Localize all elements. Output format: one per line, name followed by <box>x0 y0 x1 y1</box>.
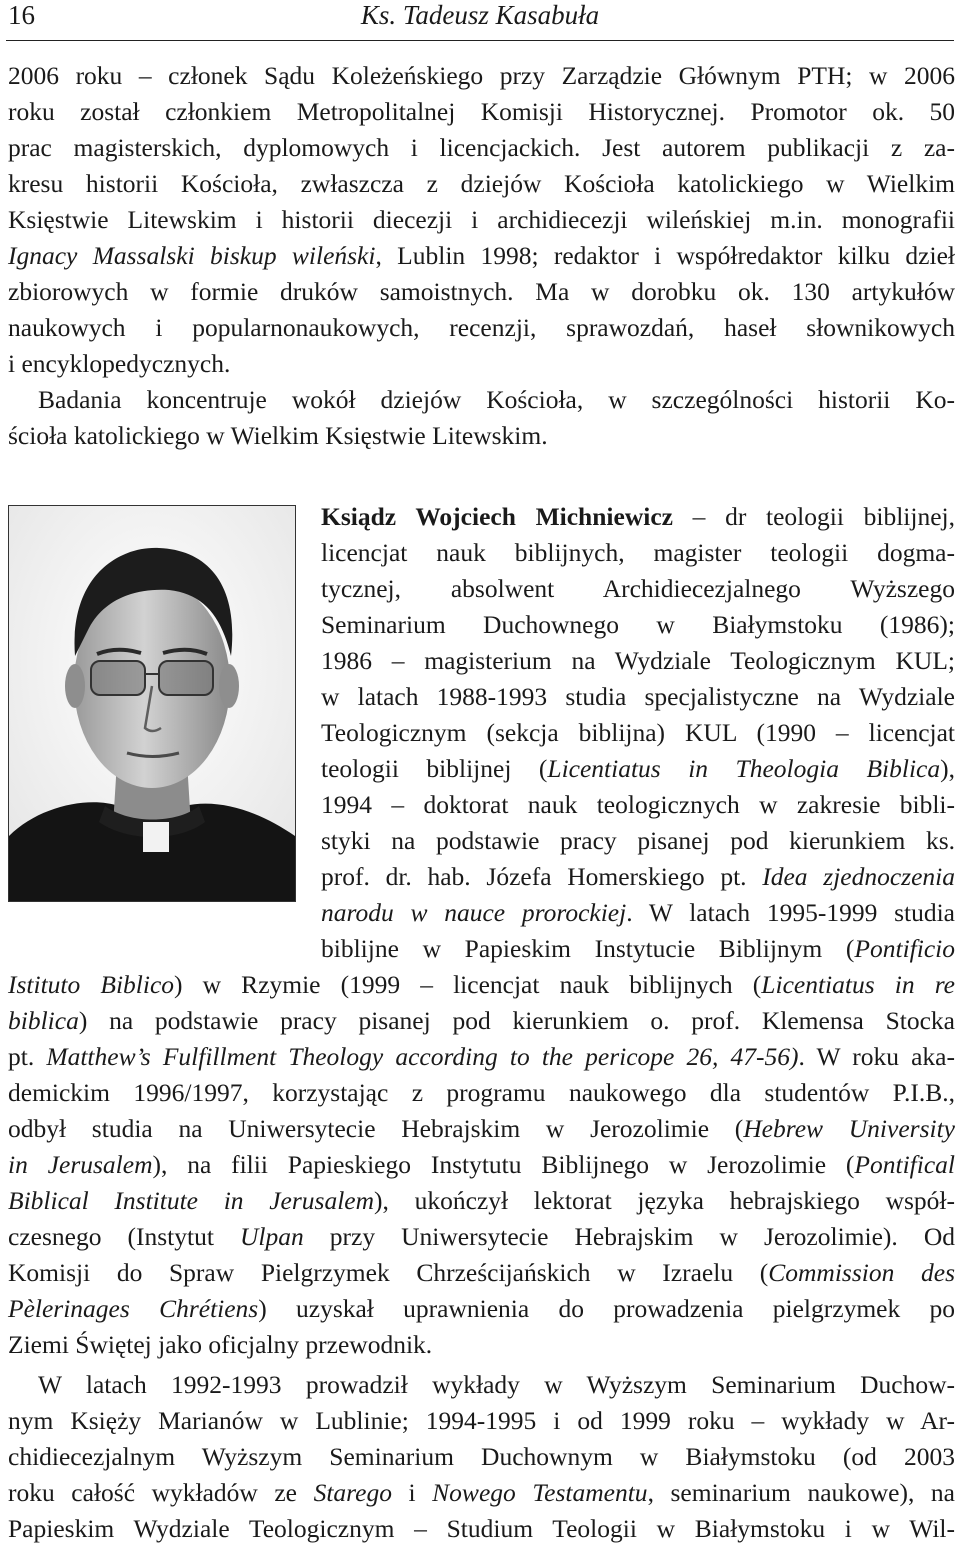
text-line <box>321 823 955 859</box>
text-span: czesnego (Instytut <box>8 1222 240 1251</box>
portrait-photo-icon <box>9 506 295 901</box>
text-span: biblijne w Papieskim Instytucie Biblijnym ( <box>321 934 855 963</box>
text-line <box>8 1003 955 1039</box>
text-span: ), ukończył lektorat języka hebrajskiego współ- <box>374 1186 955 1215</box>
italic-text: Pontifical <box>854 1150 955 1179</box>
text-span: prac magisterskich, dyplomowych i licencjackich. Jest autorem publikacji z za- <box>8 133 955 162</box>
text-line <box>8 1219 955 1255</box>
italic-text: Nowego Testamentu <box>432 1478 648 1507</box>
text-line <box>8 310 955 346</box>
italic-text: Idea zjednoczenia <box>762 862 955 891</box>
italic-text: Commission des <box>768 1258 955 1287</box>
text-line <box>8 1111 955 1147</box>
text-span: w latach 1988-1993 studia specjalistyczne na Wydziale <box>321 682 955 711</box>
text-line <box>8 1511 955 1547</box>
text-span: W latach 1992-1993 prowadził wykłady w Wyższym Seminarium Duchow- <box>38 1370 955 1399</box>
text-span: Księstwie Litewskim i historii diecezji i archidiecezji wileńskiej m.in. monografii <box>8 205 955 234</box>
text-line <box>8 1475 955 1511</box>
text-line <box>8 1147 955 1183</box>
text-line <box>321 607 955 643</box>
text-span: ), <box>940 754 955 783</box>
text-span: pt. <box>8 1042 47 1071</box>
text-line <box>8 346 955 382</box>
text-span: kresu historii Kościoła, zwłaszcza z dziejów Kościoła katolickiego w Wielkim <box>8 169 955 198</box>
running-header <box>6 0 954 41</box>
text-line <box>8 1327 955 1363</box>
italic-text: Hebrew University <box>743 1114 955 1143</box>
text-line <box>321 679 955 715</box>
text-span: 1994 – doktorat nauk teologicznych w zakresie bibli- <box>321 790 955 819</box>
italic-text: Istituto Biblico <box>8 970 175 999</box>
bold-text: Ksiądz Wojciech Michniewicz <box>321 502 673 531</box>
italic-text: Licentiatus in re <box>761 970 955 999</box>
text-line <box>8 1439 955 1475</box>
text-line <box>321 535 955 571</box>
italic-text: Pèlerinages Chrétiens <box>8 1294 259 1323</box>
text-span: Teologicznym (sekcja biblijna) KUL (1990 – licencjat <box>321 718 955 747</box>
text-line <box>8 94 955 130</box>
text-line <box>8 1255 955 1291</box>
italic-text: Ignacy Massalski biskup wileński <box>8 241 376 270</box>
text-line <box>8 202 955 238</box>
text-line <box>8 1367 955 1403</box>
text-line <box>8 967 955 1003</box>
italic-text: in Jerusalem <box>8 1150 153 1179</box>
text-span: naukowych i popularnonaukowych, recenzji, sprawozdań, haseł słownikowych <box>8 313 955 342</box>
text-span: 2006 roku – członek Sądu Koleżeńskiego przy Zarządzie Głównym PTH; w 2006 <box>8 61 955 90</box>
text-span: i <box>391 1478 433 1507</box>
text-line <box>8 130 955 166</box>
text-line <box>321 715 955 751</box>
text-line <box>321 499 955 535</box>
text-span: ) na podstawie pracy pisanej pod kierunkiem o. prof. Klemensa Stocka <box>78 1006 955 1035</box>
text-line <box>8 1291 955 1327</box>
text-span: roku został członkiem Metropolitalnej Komisji Historycznej. Promotor ok. 50 <box>8 97 955 126</box>
text-span: licencjat nauk biblijnych, magister teologii dogma- <box>321 538 955 567</box>
text-span: zbiorowych w formie druków samoistnych. Ma w dorobku ok. 130 artykułów <box>8 277 955 306</box>
text-span: i encyklopedycznych. <box>8 349 231 378</box>
text-line <box>8 238 955 274</box>
text-span: chidiecezjalnym Wyższym Seminarium Duchownym w Białymstoku (od 2003 <box>8 1442 955 1471</box>
text-span: przy Uniwersytecie Hebrajskim w Jerozolimie). Od <box>303 1222 955 1251</box>
text-span: demickim 1996/1997, korzystając z programu naukowego dla studentów P.I.B., <box>8 1078 955 1107</box>
italic-text: narodu w nauce prorockiej <box>321 898 627 927</box>
text-span: styki na podstawie pracy pisanej pod kierunkiem ks. <box>321 826 955 855</box>
text-span: . W latach 1995-1999 studia <box>626 898 955 927</box>
text-span: Ziemi Świętej jako oficjalny przewodnik. <box>8 1330 433 1359</box>
text-span: . W roku aka- <box>798 1042 955 1071</box>
text-line <box>8 1075 955 1111</box>
text-span: , seminarium naukowe), na <box>647 1478 955 1507</box>
italic-text: Biblical Institute in Jerusalem <box>8 1186 375 1215</box>
text-line <box>321 931 955 967</box>
text-line <box>321 787 955 823</box>
italic-text: Pontificio <box>854 934 955 963</box>
page-number: 16 <box>8 0 35 30</box>
text-span: ), na filii Papieskiego Instytutu Biblijnego w Jerozolimie ( <box>152 1150 855 1179</box>
text-span: ) w Rzymie (1999 – licencjat nauk biblijnych ( <box>174 970 762 999</box>
italic-text: Licentiatus in Theologia Biblica <box>547 754 941 783</box>
text-span: nym Księży Marianów w Lublinie; 1994-1995 i od 1999 roku – wykłady w Ar- <box>8 1406 955 1435</box>
text-line <box>8 418 955 454</box>
text-span: ścioła katolickiego w Wielkim Księstwie Litewskim. <box>8 421 548 450</box>
text-line <box>8 58 955 94</box>
text-span: tycznej, absolwent Archidiecezjalnego Wyższego <box>321 574 955 603</box>
text-span: ) uzyskał uprawnienia do prowadzenia pielgrzymek po <box>258 1294 955 1323</box>
italic-text: Matthew’s Fulfillment Theology according to the pericope 26, 47-56) <box>46 1042 799 1071</box>
text-span: Seminarium Duchownego w Białymstoku (1986); <box>321 610 955 639</box>
text-span: Papieskim Wydziale Teologicznym – Studium Teologii w Białymstoku i w Wil- <box>8 1514 955 1543</box>
text-span: odbył studia na Uniwersytecie Hebrajskim w Jerozolimie ( <box>8 1114 744 1143</box>
text-line <box>8 1039 955 1075</box>
running-title: Ks. Tadeusz Kasabuła <box>360 0 600 30</box>
text-span: teologii biblijnej ( <box>321 754 548 783</box>
text-line <box>321 643 955 679</box>
text-line <box>8 1403 955 1439</box>
text-line <box>8 1183 955 1219</box>
text-span: , Lublin 1998; redaktor i współredaktor kilku dzieł <box>375 241 955 270</box>
text-line <box>321 571 955 607</box>
text-line <box>8 274 955 310</box>
text-span: prof. dr. hab. Józefa Homerskiego pt. <box>321 862 763 891</box>
text-span: Badania koncentruje wokół dziejów Kościoła, w szczególności historii Ko- <box>38 385 955 414</box>
text-span: – dr teologii biblijnej, <box>672 502 955 531</box>
text-line <box>321 751 955 787</box>
text-span: 1986 – magisterium na Wydziale Teologicznym KUL; <box>321 646 955 675</box>
italic-text: Ulpan <box>239 1222 304 1251</box>
text-line <box>321 859 955 895</box>
text-span: roku całość wykładów ze <box>8 1478 314 1507</box>
text-line <box>8 166 955 202</box>
italic-text: biblica <box>8 1006 79 1035</box>
portrait-photo <box>8 505 296 902</box>
text-span: Komisji do Spraw Pielgrzymek Chrześcijańskich w Izraelu ( <box>8 1258 769 1287</box>
italic-text: Starego <box>313 1478 392 1507</box>
text-line <box>321 895 955 931</box>
text-line <box>8 382 955 418</box>
